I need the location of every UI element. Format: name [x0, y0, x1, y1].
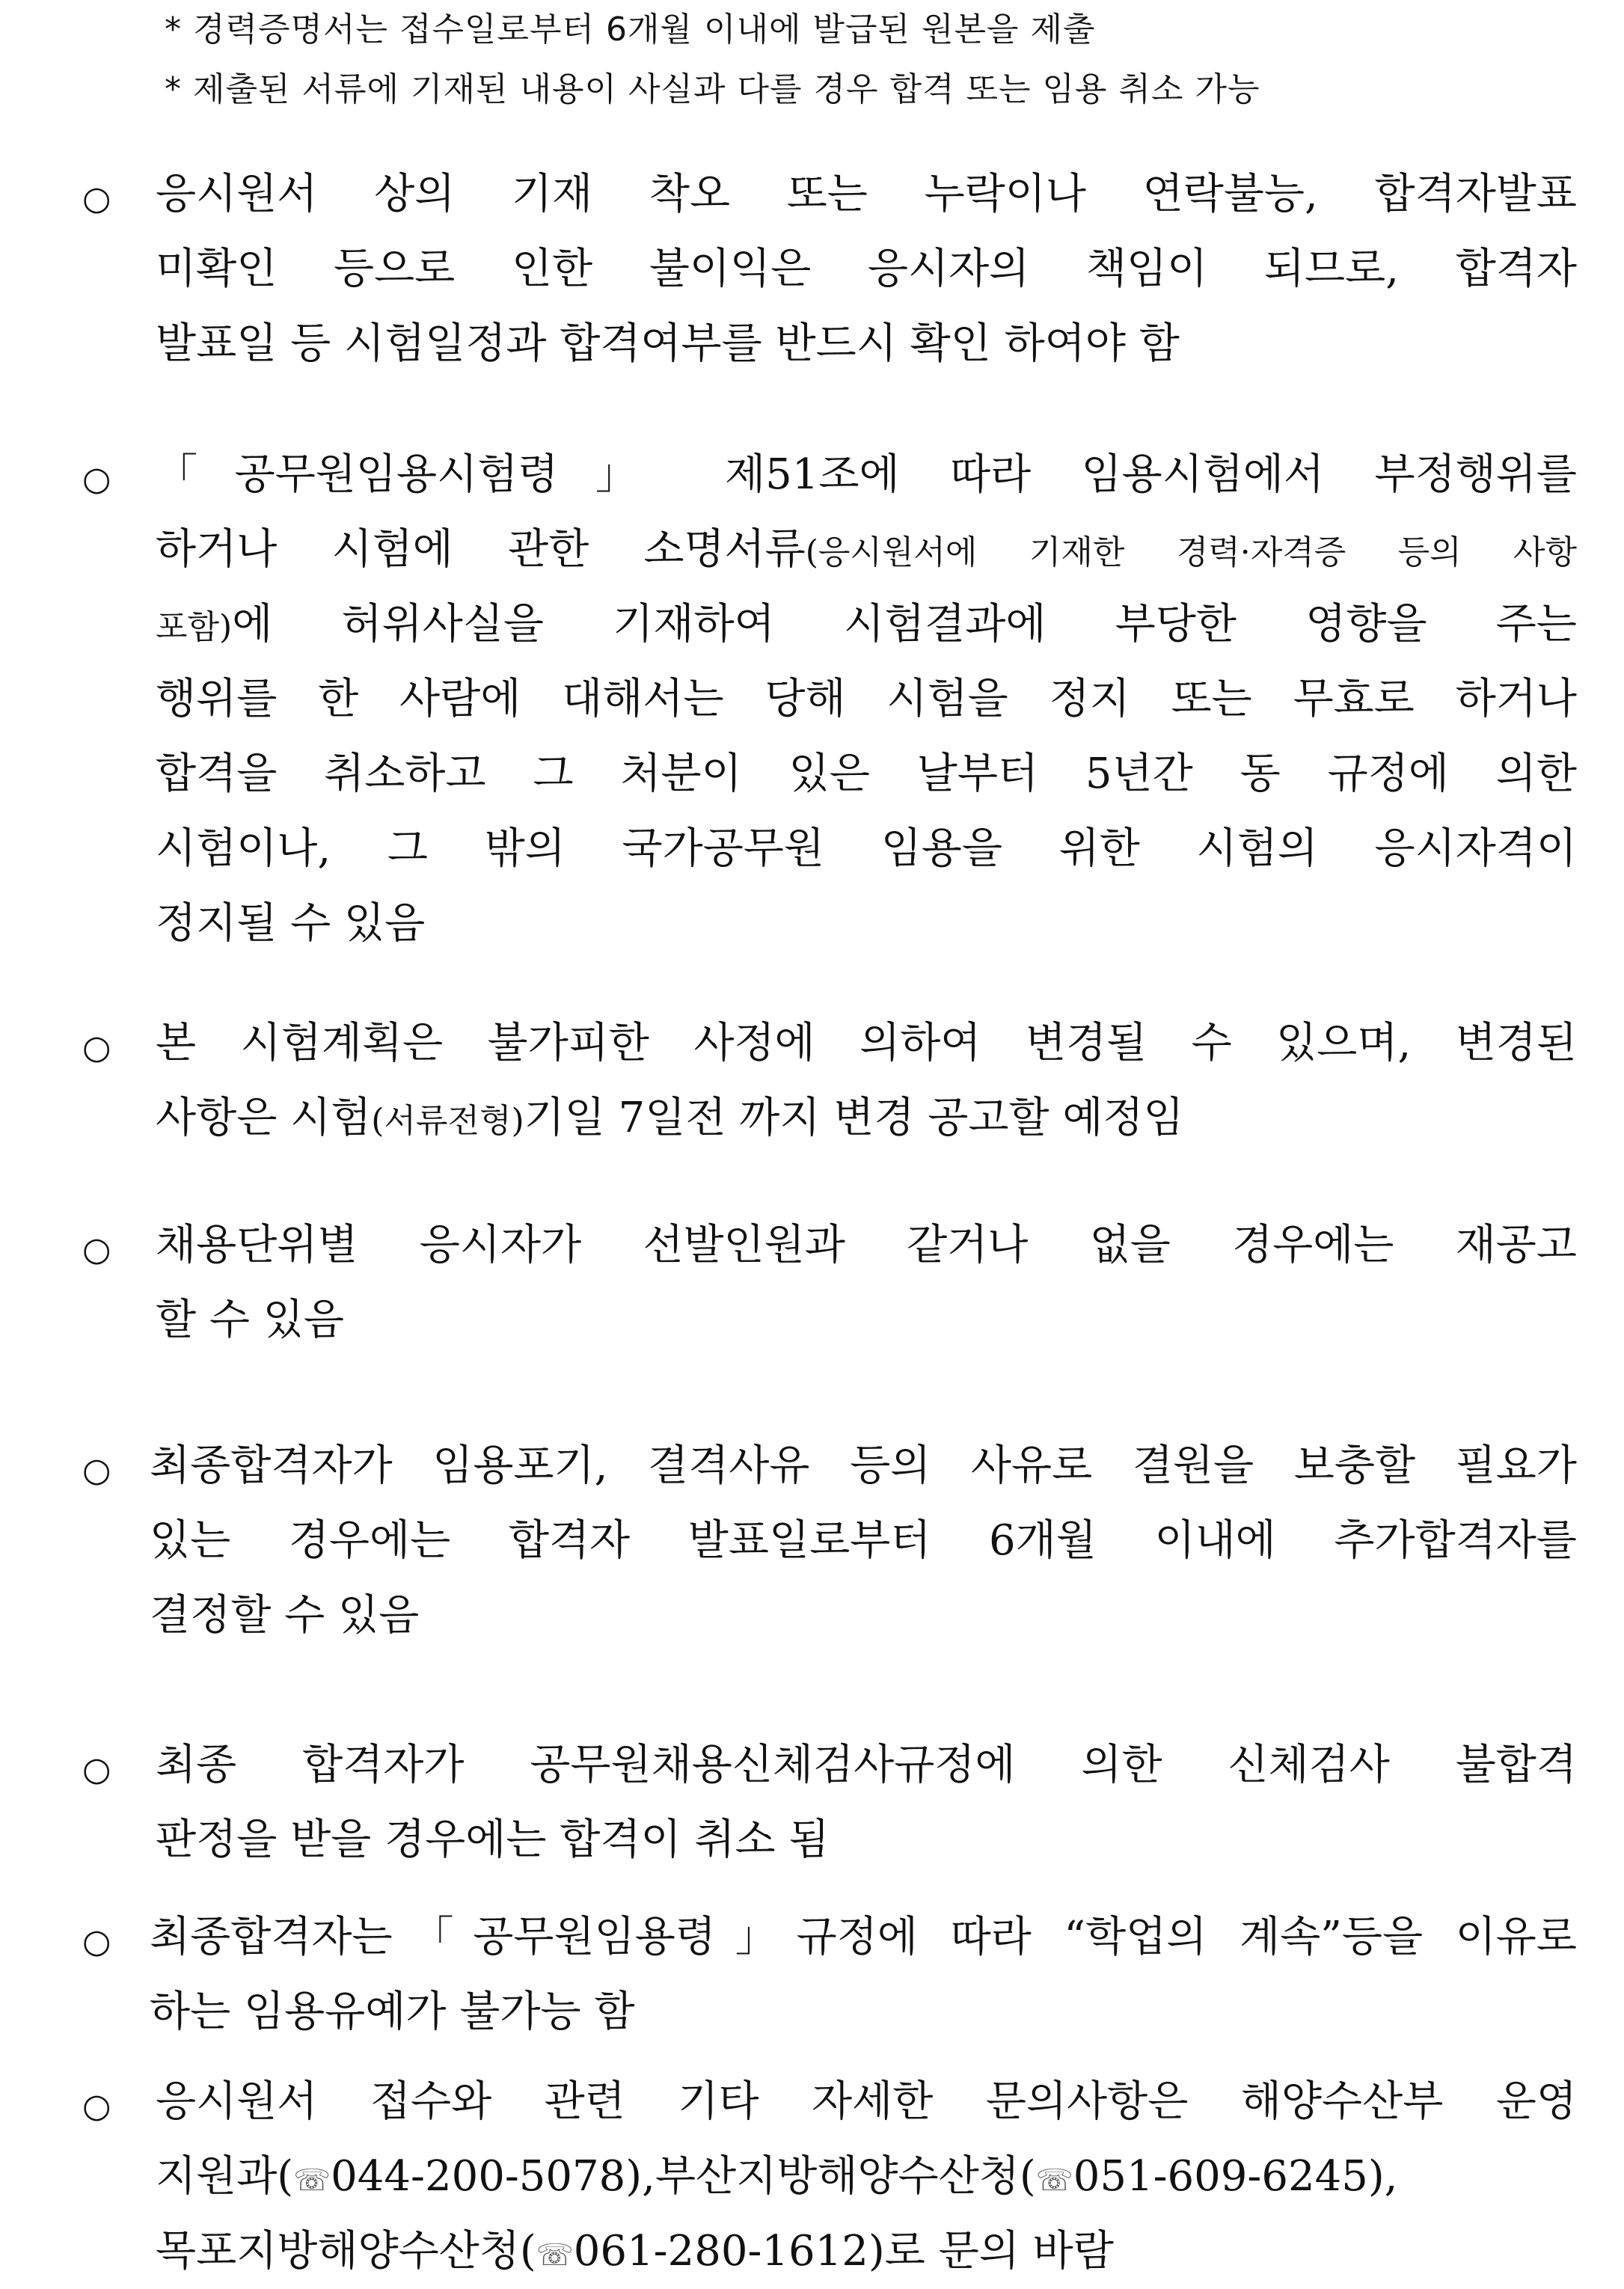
bullet-item-2 [82, 438, 1578, 961]
phone-icon: ☏ [1035, 2163, 1073, 2198]
bullet-item-6 [82, 1728, 1578, 1878]
item-text: 하거나 시험에 관한 소명서류 [156, 525, 806, 574]
item-line: 미확인 등으로 인한 불이익은 응시자의 책임이 되므로, 합격자 [156, 245, 1577, 293]
item-line [156, 2214, 1577, 2289]
item-line: 응시원서 접수와 관련 기타 자세한 문의사항은 해양수산부 운영 [156, 2077, 1577, 2126]
bullet-item-5 [82, 1429, 1578, 1653]
bullet-circle-icon: ○ [82, 2087, 111, 2125]
item-text: 목포지방해양수산청( [156, 2227, 536, 2276]
item-line: 응시원서 상의 기재 착오 또는 누락이나 연락불능, 합격자발표 [156, 170, 1577, 218]
item-line [156, 2139, 1577, 2214]
bullet-circle-icon: ○ [82, 1451, 111, 1489]
item-line: 할 수 있음 [156, 1296, 344, 1344]
item-line [156, 512, 1577, 587]
item-note-small: (응시원서에 기재한 경력·자격증 등의 사항 [805, 533, 1577, 572]
bullet-item-8 [82, 2065, 1578, 2289]
phone-icon: ☏ [536, 2238, 574, 2273]
item-note-small: 포함) [156, 608, 233, 646]
phone-number: 044-200-5078), [331, 2152, 655, 2201]
item-line: 합격을 취소하고 그 처분이 있은 날부터 5년간 동 규정에 의한 [156, 750, 1577, 798]
note-1: * 경력증명서는 접수일로부터 6개월 이내에 발급된 원본을 제출 [165, 10, 1096, 49]
phone-number: 051-609-6245), [1073, 2152, 1398, 2201]
item-text: 지원과( [156, 2152, 294, 2201]
bullet-item-1 [82, 157, 1578, 382]
bullet-circle-icon: ○ [82, 460, 111, 498]
item-line: 판정을 받을 경우에는 합격이 취소 됨 [156, 1815, 830, 1864]
phone-number: 061-280-1612)로 문의 바람 [573, 2227, 1114, 2276]
item-line: 「공무원임용시험령」 제51조에 따라 임용시험에서 부정행위를 [156, 450, 1577, 499]
item-line: 시험이나, 그 밖의 국가공무원 임용을 위한 시험의 응시자격이 [156, 824, 1577, 873]
item-line: 최종합격자가 임용포기, 결격사유 등의 사유로 결원을 보충할 필요가 [150, 1441, 1577, 1490]
item-line [156, 587, 1577, 662]
item-text: 부산지방해양수산청( [655, 2152, 1036, 2201]
bullet-circle-icon: ○ [82, 1029, 111, 1067]
item-line: 채용단위별 응시자가 선발인원과 같거나 없을 경우에는 재공고 [156, 1221, 1577, 1269]
item-line: 있는 경우에는 합격자 발표일로부터 6개월 이내에 추가합격자를 [150, 1516, 1577, 1565]
item-text: 기일 7일전 까지 변경 공고할 예정임 [524, 1094, 1184, 1142]
bullet-item-4 [82, 1208, 1578, 1358]
item-line: 정지될 수 있음 [156, 899, 426, 948]
item-note-small: (서류전형) [371, 1102, 524, 1140]
note-2: * 제출된 서류에 기재된 내용이 사실과 다를 경우 합격 또는 임용 취소 가능 [165, 70, 1260, 108]
item-text: 에 허위사실을 기재하여 시험결과에 부당한 영향을 주는 [232, 600, 1577, 649]
item-line: 최종 합격자가 공무원채용신체검사규정에 의한 신체검사 불합격 [156, 1741, 1577, 1789]
bullet-circle-icon: ○ [82, 1750, 111, 1789]
bullet-item-3 [82, 1006, 1578, 1156]
item-line: 하는 임용유예가 불가능 함 [150, 1988, 635, 2036]
bullet-circle-icon: ○ [82, 1231, 111, 1269]
bullet-circle-icon: ○ [82, 1922, 111, 1961]
item-line: 발표일 등 시험일정과 합격여부를 반드시 확인 하여야 함 [156, 319, 1180, 368]
item-text: 사항은 시험 [156, 1094, 372, 1142]
bullet-item-7 [82, 1900, 1578, 2050]
phone-icon: ☏ [293, 2163, 331, 2198]
bullet-circle-icon: ○ [82, 180, 111, 218]
item-line: 본 시험계획은 불가피한 사정에 의하여 변경될 수 있으며, 변경된 [156, 1019, 1577, 1067]
item-line: 결정할 수 있음 [150, 1591, 420, 1640]
item-line: 최종합격자는「공무원임용령」규정에 따라 “학업의 계속”등을 이유로 [150, 1913, 1577, 1961]
item-line [156, 1081, 1577, 1156]
item-line: 행위를 한 사람에 대해서는 당해 시험을 정지 또는 무효로 하거나 [156, 675, 1577, 723]
